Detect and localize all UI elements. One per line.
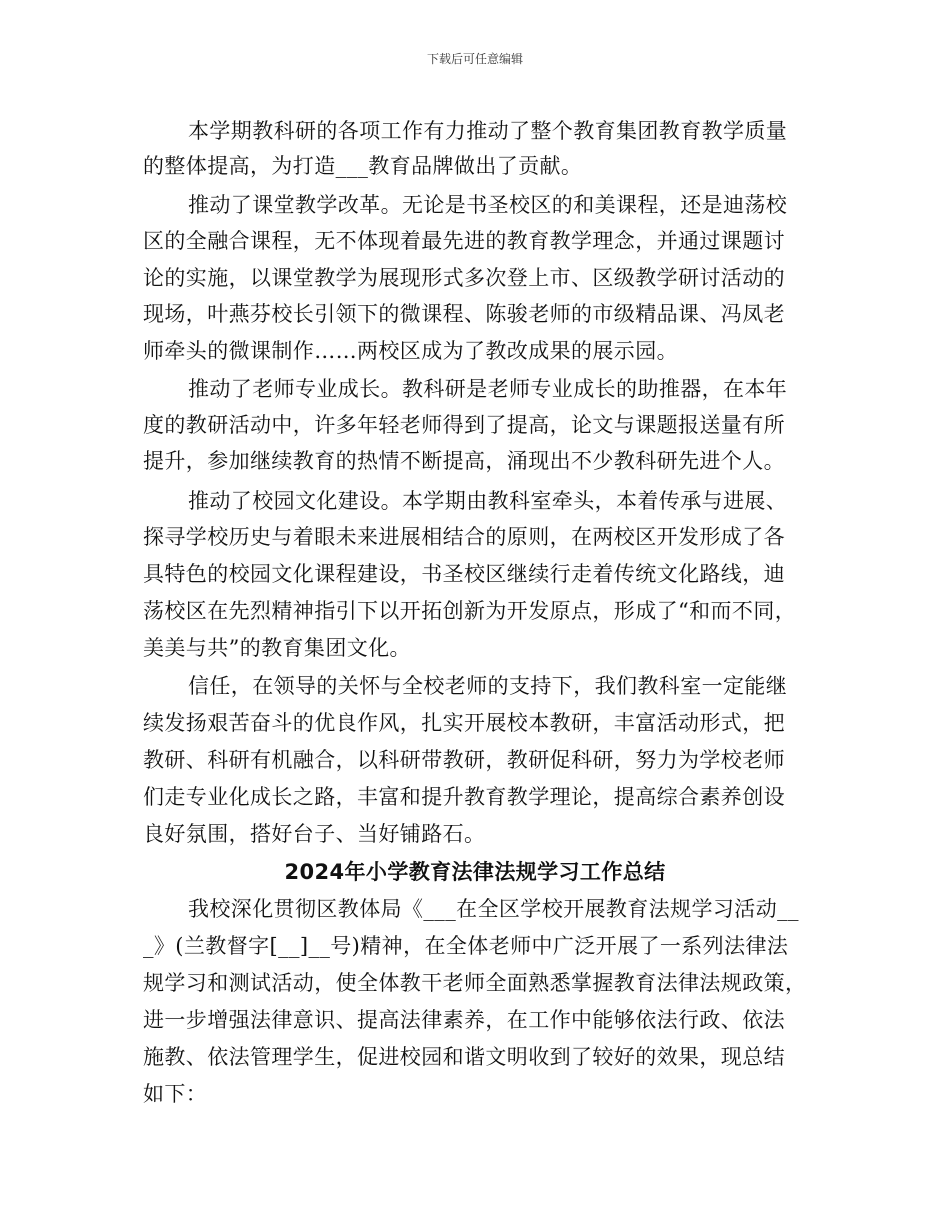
text-line: 规学习和测试活动，使全体教干老师全面熟悉掌握教育法律法规政策，: [143, 971, 807, 995]
text-line: 美美与共”的教育集团文化。: [143, 636, 411, 660]
text-line: 施教、依法管理学生，促进校园和谐文明收到了较好的效果，现总结: [143, 1045, 785, 1069]
text-line: 探寻学校历史与着眼未来进展相结合的原则，在两校区开发形成了各: [143, 525, 785, 549]
text-line: 本学期教科研的各项工作有力推动了整个教育集团教育教学质量: [188, 119, 788, 143]
text-line: 提升，参加继续教育的热情不断提高，涌现出不少教科研先进个人。: [143, 449, 785, 473]
text-line: 推动了课堂教学改革。无论是书圣校区的和美课程，还是迪荡校: [188, 193, 788, 217]
text-line: 推动了校园文化建设。本学期由教科室牵头，本着传承与进展、: [188, 489, 788, 513]
text-line: 们走专业化成长之路，丰富和提升教育教学理论，提高综合素养创设: [143, 785, 785, 809]
text-line: 信任，在领导的关怀与全校老师的支持下，我们教科室一定能继: [188, 674, 788, 698]
text-line: 的整体提高，为打造___教育品牌做出了贡献。: [143, 154, 583, 178]
text-line: 推动了老师专业成长。教科研是老师专业成长的助推器，在本年: [188, 377, 788, 401]
text-line: _》(兰教督字[__]__号)精神，在全体老师中广泛开展了一系列法律法: [143, 934, 789, 958]
text-line: 如下：: [143, 1082, 208, 1106]
text-line: 进一步增强法律意识、提高法律素养，在工作中能够依法行政、依法: [143, 1008, 785, 1032]
page-header: 下载后可任意编辑: [426, 52, 523, 66]
text-line: 度的教研活动中，许多年轻老师得到了提高，论文与课题报送量有所: [143, 413, 785, 437]
text-line: 论的实施，以课堂教学为展现形式多次登上市、区级教学研讨活动的: [143, 266, 785, 290]
text-line: 荡校区在先烈精神指引下以开拓创新为开发原点，形成了“和而不同，: [143, 599, 797, 623]
text-line: 教研、科研有机融合，以科研带教研，教研促科研，努力为学校老师: [143, 748, 785, 772]
text-line: 我校深化贯彻区教体局《___在全区学校开展教育法规学习活动__: [188, 897, 799, 921]
text-line: 区的全融合课程，无不体现着最先进的教育教学理念，并通过课题讨: [143, 229, 785, 253]
text-line: 现场，叶燕芬校长引领下的微课程、陈骏老师的市级精品课、冯凤老: [143, 302, 785, 326]
section-title: 2024年小学教育法律法规学习工作总结: [284, 860, 666, 884]
text-line: 良好氛围，搭好台子、当好铺路石。: [143, 822, 486, 846]
text-line: 师牵头的微课制作……两校区成为了教改成果的展示园。: [143, 339, 678, 363]
text-line: 续发扬艰苦奋斗的优良作风，扎实开展校本教研，丰富活动形式，把: [143, 711, 785, 735]
text-line: 具特色的校园文化课程建设，书圣校区继续行走着传统文化路线，迪: [143, 562, 785, 586]
